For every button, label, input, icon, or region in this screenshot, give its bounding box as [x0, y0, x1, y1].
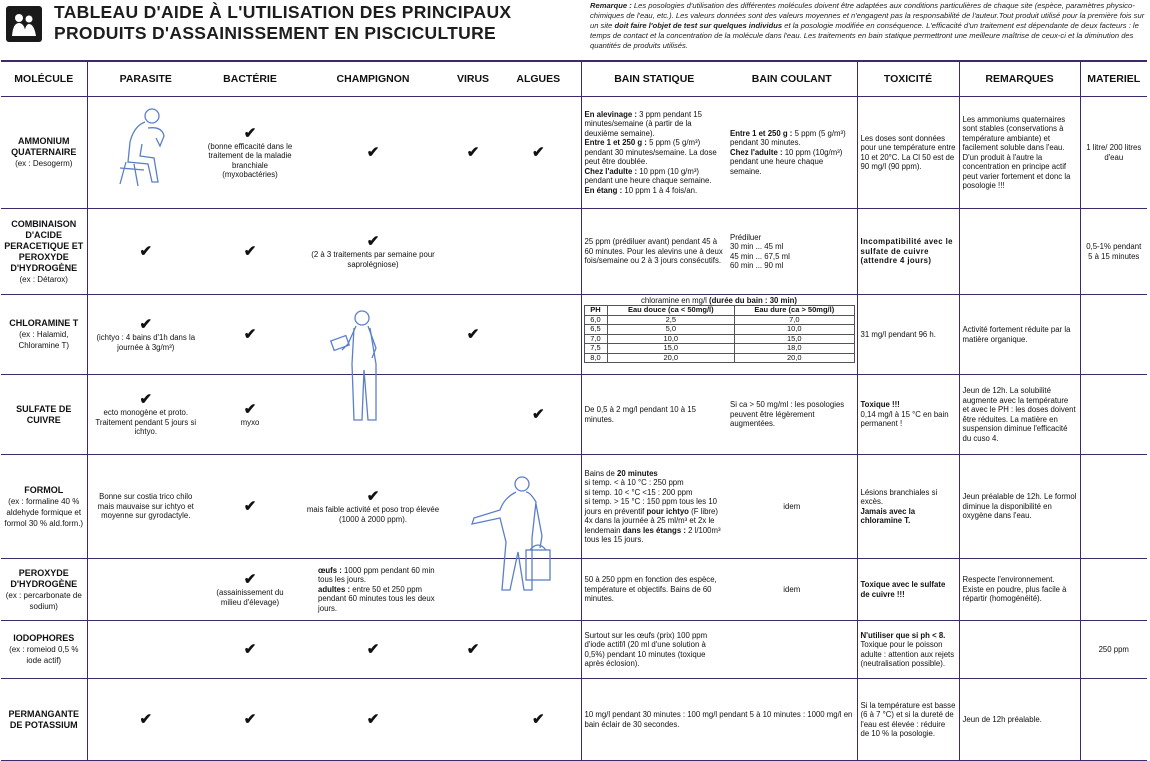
chl-cell: 7,5 — [584, 344, 607, 354]
bc-label: Chez l'adulte : — [730, 147, 783, 157]
toxicite-cell — [857, 375, 959, 455]
table-row-formol — [1, 455, 1147, 559]
check-icon: ✔ — [243, 242, 257, 260]
bs-text: si temp. < à 10 °C : 250 ppm — [584, 478, 684, 487]
check-icon: ✔ — [139, 316, 153, 333]
ch-text: 1000 ppm pendant 60 min tous les jours. — [318, 565, 435, 585]
champignon-cell — [296, 559, 450, 621]
check-icon: ✔ — [466, 325, 480, 343]
chl-cell: 7,0 — [584, 334, 607, 344]
bc-text: 10 ppm (10g/m³) pendant une heure chaque semaine. — [730, 147, 843, 176]
champignon-cell — [296, 97, 450, 209]
bs-bold: dans les étangs : — [622, 525, 686, 535]
chl-cell: 15,0 — [607, 344, 735, 354]
chl-cell: 20,0 — [607, 353, 735, 363]
remarques-cell — [959, 621, 1080, 679]
chl-cell: 5,0 — [607, 325, 735, 335]
champignon-cell — [296, 679, 450, 761]
page-title — [54, 2, 511, 44]
molecule-name: FORMOL — [24, 484, 64, 495]
parasite-cell: Bonne sur costia trico chilo mais mauvaise sur ichtyo et moyenne sur gyrodactyle. — [87, 455, 204, 559]
bacterie-cell — [204, 679, 296, 761]
bs-text: 10 ppm (10 g/m³) pendant une heure chaque semaine. — [584, 166, 712, 186]
check-icon: ✔ — [139, 391, 153, 409]
check-icon: ✔ — [366, 143, 380, 161]
chl-header-douce: Eau douce (ca < 50mg/l) — [607, 306, 735, 316]
check-icon: ✔ — [243, 497, 257, 515]
materiel-cell: 250 ppm — [1080, 621, 1147, 679]
chl-cell: 10,0 — [607, 334, 735, 344]
parasite-cell — [87, 679, 204, 761]
chl-cell: 7,0 — [735, 315, 854, 325]
check-icon: ✔ — [366, 710, 380, 728]
ch-bold: œufs : — [318, 565, 342, 575]
molecule-name: PEROXYDE D'HYDROGÈNE — [10, 567, 78, 589]
bain-coulant-cell: idem — [727, 559, 857, 621]
toxicite-cell — [857, 621, 959, 679]
algues-cell — [496, 679, 581, 761]
bacterie-cell — [204, 375, 296, 455]
table-row-peroxyde — [1, 559, 1147, 621]
materiel-cell: 0,5-1% pendant 5 à 15 minutes — [1080, 209, 1147, 295]
molecule-example: (ex : Halamid, Chloramine T) — [18, 330, 70, 350]
standing-person-clipboard-illustration — [330, 304, 394, 426]
bacterie-cell — [204, 621, 296, 679]
chl-row — [584, 334, 854, 344]
check-icon: ✔ — [139, 710, 153, 728]
virus-cell — [450, 679, 496, 761]
bc-line: Prédiluer — [730, 232, 762, 242]
champignon-cell — [296, 621, 450, 679]
champignon-cell — [296, 455, 450, 559]
chl-cell: 8,0 — [584, 353, 607, 363]
algues-cell — [496, 375, 581, 455]
parasite-cell — [87, 559, 204, 621]
check-icon: ✔ — [531, 710, 545, 728]
algues-cell — [496, 97, 581, 209]
bs-text: si temp. 10 < °C <15 : 200 ppm — [584, 487, 693, 497]
parasite-note: ecto monogène et proto. Traitement pendant 5 jours si ichtyo. — [95, 408, 197, 437]
bs-label: En étang : — [584, 185, 623, 195]
col-header-parasite: PARASITE — [87, 61, 204, 97]
remarques-cell: Jeun de 12h. La solubilité augmente avec la température et avec le PH : les doses doivent être réduites. La matière en suspension diminue l'efficacité du cuso 4. — [959, 375, 1080, 455]
header-row — [1, 61, 1147, 97]
tox-bold: N'utiliser que si ph < 8. — [860, 630, 946, 640]
check-icon: ✔ — [243, 571, 257, 588]
two-people-logo-icon — [6, 6, 42, 42]
bain-coulant-cell: Si ca > 50 mg/ml : les posologies peuvent être légèrement augmentées. — [727, 375, 857, 455]
bs-text: Bains de — [584, 468, 615, 478]
toxicite-cell: Incompatibilité avec le sulfate de cuivre (attendre 4 jours) — [857, 209, 959, 295]
remark-note — [590, 1, 1146, 51]
toxicite-cell: Si la température est basse (6 à 7 °C) et si la dureté de l'eau est élevée : réduire de 10 % la posologie. — [857, 679, 959, 761]
check-icon: ✔ — [243, 325, 257, 343]
bs-text: 10 ppm 1 à 4 fois/an. — [624, 185, 698, 195]
check-icon: ✔ — [243, 400, 257, 418]
check-icon: ✔ — [366, 233, 380, 250]
parasite-cell — [87, 209, 204, 295]
chl-cell: 6,5 — [584, 325, 607, 335]
chl-cell: 10,0 — [735, 325, 854, 335]
bc-line: 60 min ... 90 ml — [730, 261, 784, 270]
bs-text: (F libre) 4x dans la journée à 25 ml/m³ et 2x le lendemain — [584, 506, 718, 535]
ch-text: entre 50 et 250 ppm pendant 60 minutes tous les deux jours. — [318, 584, 435, 613]
molecule-cell — [1, 209, 87, 295]
molecule-cell — [1, 621, 87, 679]
check-icon: ✔ — [243, 124, 257, 142]
col-header-molecule: MOLÉCULE — [1, 61, 87, 97]
parasite-note: (ichtyo : 4 bains d'1h dans la journée à 3g/m³) — [96, 333, 196, 352]
check-icon: ✔ — [466, 143, 480, 161]
chloramine-table-title — [584, 296, 855, 305]
bain-coulant-cell — [727, 621, 857, 679]
bs-text: 2 l/100m³ tous les 15 jours. — [584, 525, 721, 544]
bacterie-cell — [204, 295, 296, 375]
chl-header-ph: PH — [584, 306, 607, 316]
remarques-cell — [959, 209, 1080, 295]
molecule-cell — [1, 375, 87, 455]
bs-text: 5 ppm (5 g/m³) pendant 30 minutes/semaine. La dose peut être doublée. — [584, 138, 717, 167]
materiel-cell — [1080, 295, 1147, 375]
note-text-1: Les posologies d'utilisation des différentes molécules doivent être adaptées aux conditions particulières de chaque site (espèce, paramètres physico-chimiques de l'eau, etc.). Les valeurs données sont des valeurs moyennes et n'engagent pas la responsabilité de l'auteur.Tout produit utilisé pour la première fois sur un site — [590, 1, 1145, 30]
bs-text: 3 ppm pendant 15 minutes/semaine (à partir de la deuxième semaine). — [584, 109, 702, 138]
col-header-virus: VIRUS — [450, 61, 496, 97]
molecule-cell — [1, 679, 87, 761]
bc-text: 5 ppm (5 g/m³) pendant 30 minutes. — [730, 128, 846, 148]
materiel-cell — [1080, 375, 1147, 455]
bc-line: 30 min ... 45 ml — [730, 242, 784, 251]
virus-cell — [450, 209, 496, 295]
note-bold: doit faire l'objet de test sur quelques individus — [614, 21, 783, 30]
molecule-name: CHLORAMINE T — [9, 318, 79, 328]
virus-cell — [450, 97, 496, 209]
toxicite-cell: Toxique avec le sulfate de cuivre !!! — [857, 559, 959, 621]
chl-row — [584, 353, 854, 363]
chl-header-row — [584, 306, 854, 316]
bain-statique-cell — [581, 97, 727, 209]
parasite-cell — [87, 295, 204, 375]
tox-text: Toxique pour le poisson adulte : attention aux rejets (neutralisation possible). — [860, 640, 955, 668]
materiel-cell — [1080, 679, 1147, 761]
molecule-example: (ex : Détarox) — [19, 274, 68, 284]
algues-cell — [496, 295, 581, 375]
col-header-bain-statique: BAIN STATIQUE — [581, 61, 727, 97]
champignon-note: (2 à 3 traitements par semaine pour saprolégniose) — [311, 250, 435, 269]
col-header-remarques: REMARQUES — [959, 61, 1080, 97]
molecule-name: PERMANGANTE DE POTASSIUM — [8, 708, 79, 730]
molecule-cell — [1, 455, 87, 559]
col-header-algues: ALGUES — [496, 61, 581, 97]
chl-row — [584, 344, 854, 354]
bain-statique-cell: Surtout sur les œufs (prix) 100 ppm d'iode actif/l (20 ml d'une solution à 0,5%) pendant 10 minutes (toxique après éclosion). — [581, 621, 727, 679]
table-title-bold: (durée du bain : 30 min) — [709, 296, 797, 305]
bs-bold: pour ichtyo — [646, 506, 689, 516]
molecule-cell — [1, 97, 87, 209]
bain-coulant-cell — [727, 97, 857, 209]
bc-label: Entre 1 et 250 g : — [730, 128, 793, 138]
algues-cell — [496, 621, 581, 679]
col-header-bain-coulant: BAIN COULANT — [727, 61, 857, 97]
col-header-bacterie: BACTÉRIE — [204, 61, 296, 97]
toxicite-cell: 31 mg/l pendant 96 h. — [857, 295, 959, 375]
parasite-cell — [87, 621, 204, 679]
col-header-champignon: CHAMPIGNON — [296, 61, 450, 97]
molecule-name: IODOPHORES — [13, 633, 75, 643]
col-header-toxicite: TOXICITÉ — [857, 61, 959, 97]
table-row-sulfate — [1, 375, 1147, 455]
note-text-2: et la posologie modifiée en conséquence. L'efficacité d'un traitement est dépendante de deux facteurs : le temps de contact et la concentration de la molécule dans l'eau. Les traitements en bain statique permettront une meilleure maîtrise de ceux-ci et la diminution des quantités de produits utilisés. — [590, 21, 1139, 50]
person-with-bucket-illustration — [470, 472, 554, 596]
chloramine-dosage-table — [584, 305, 855, 363]
tox-bold: Jamais avec la chloramine T. — [860, 506, 916, 525]
molecule-name: SULFATE DE CUIVRE — [16, 403, 72, 425]
check-icon: ✔ — [466, 640, 480, 658]
check-icon: ✔ — [366, 640, 380, 658]
materiel-cell: 1 litre/ 200 litres d'eau — [1080, 97, 1147, 209]
seated-person-illustration — [104, 100, 184, 194]
remarques-cell: Les ammoniums quaternaires sont stables (conservations à température ambiante) et facilement soluble dans l'eau. D'un produit à l'autre la concentration en principe actif peut varier fortement et donc la posologie !!! — [959, 97, 1080, 209]
tox-bold: Toxique !!! — [860, 400, 900, 410]
champignon-cell — [296, 209, 450, 295]
remarques-cell: Jeun de 12h préalable. — [959, 679, 1080, 761]
virus-cell — [450, 295, 496, 375]
title-line-2: PRODUITS D'ASSAINISSEMENT EN PISCICULTURE — [54, 23, 497, 43]
table-row-peracetique — [1, 209, 1147, 295]
virus-cell — [450, 621, 496, 679]
bacterie-cell — [204, 559, 296, 621]
remarques-cell: Respecte l'environnement. Existe en poudre, plus facile à répartir (homogénéité). — [959, 559, 1080, 621]
chl-cell: 2,5 — [607, 315, 735, 325]
ch-bold: adultes : — [318, 584, 351, 594]
bain-statique-cell: 10 mg/l pendant 30 minutes : 100 mg/l pendant 5 à 10 minutes : 1000 mg/l en bain éclair de 30 secondes. — [581, 679, 857, 761]
chl-row — [584, 315, 854, 325]
materiel-cell — [1080, 559, 1147, 621]
bs-label: Chez l'adulte : — [584, 166, 638, 176]
chl-cell: 18,0 — [735, 344, 854, 354]
bs-bold: 20 minutes — [617, 468, 658, 478]
bacterie-cell — [204, 97, 296, 209]
virus-cell — [450, 375, 496, 455]
remarques-cell: Activité fortement réduite par la matière organique. — [959, 295, 1080, 375]
toxicite-cell: Les doses sont données pour une température entre 10 et 20°C. La Cl 50 est de 90 mg/l (90 ppm). — [857, 97, 959, 209]
note-label: Remarque : — [590, 1, 632, 10]
bacterie-cell — [204, 209, 296, 295]
tox-text: Lésions branchiales si excès. — [860, 487, 938, 506]
chl-header-dure: Eau dure (ca > 50mg/l) — [735, 306, 854, 316]
molecule-example: (ex : formaline 40 % aldehyde formique et formol 30 % ald.form.) — [4, 496, 84, 528]
bacterie-note: (bonne efficacité dans le traitement de la maladie branchiale (myxobactéries) — [207, 141, 293, 179]
col-header-materiel: MATERIEL — [1080, 61, 1147, 97]
bain-statique-cell: De 0,5 à 2 mg/l pendant 10 à 15 minutes. — [581, 375, 727, 455]
check-icon: ✔ — [531, 405, 545, 423]
molecule-cell — [1, 559, 87, 621]
table-row-iodophores — [1, 621, 1147, 679]
champignon-note: mais faible activité et poso trop élevée (1000 à 2000 ppm). — [306, 505, 440, 524]
bain-statique-cell — [581, 455, 727, 559]
chl-row — [584, 325, 854, 335]
check-icon: ✔ — [243, 640, 257, 658]
page-header — [0, 0, 1150, 58]
chl-cell: 6,0 — [584, 315, 607, 325]
bain-statique-cell: 50 à 250 ppm en fonction des espèce, température et objectifs. Bains de 60 minutes. — [581, 559, 727, 621]
bain-coulant-cell — [727, 209, 857, 295]
bain-statique-cell: 25 ppm (prédiluer avant) pendant 45 à 60 minutes. Pour les alevins une à deux fois/semaine ou 2 à 3 jours consécutifs. — [581, 209, 727, 295]
check-icon: ✔ — [366, 488, 380, 505]
chloramine-dosage-cell — [581, 295, 857, 375]
molecule-example: (ex : romeiod 0,5 % iode actif) — [9, 645, 79, 665]
chl-cell: 15,0 — [735, 334, 854, 344]
tox-text: 0,14 mg/l à 15 °C en bain permanent ! — [860, 409, 949, 429]
title-line-1: TABLEAU D'AIDE À L'UTILISATION DES PRINCIPAUX — [54, 2, 512, 22]
check-icon: ✔ — [531, 143, 545, 161]
bain-coulant-cell: idem — [727, 455, 857, 559]
bs-label: Entre 1 et 250 g : — [584, 138, 647, 148]
chl-cell: 20,0 — [735, 353, 854, 363]
bacterie-note: (assainissement du milieu d'élevage) — [216, 588, 284, 607]
bacterie-note: myxo — [240, 417, 260, 427]
molecule-name: COMBINAISON D'ACIDE PERACETIQUE ET PEROXYDE D'HYDROGÈNE — [4, 218, 84, 273]
table-row-permanganate — [1, 679, 1147, 761]
algues-cell — [496, 209, 581, 295]
molecule-cell — [1, 295, 87, 375]
molecule-example: (ex : percarbonate de sodium) — [5, 590, 82, 611]
parasite-cell — [87, 375, 204, 455]
molecule-example: (ex : Desogerm) — [15, 159, 73, 168]
bacterie-cell — [204, 455, 296, 559]
check-icon: ✔ — [139, 242, 153, 260]
toxicite-cell — [857, 455, 959, 559]
bs-label: En alevinage : — [584, 109, 637, 119]
table-row-chloramine — [1, 295, 1147, 375]
remarques-cell: Jeun préalable de 12h. Le formol diminue la disponibilité en oxygène dans l'eau. — [959, 455, 1080, 559]
bs-text: si temp. > 15 °C : 150 ppm tous les 10 jours en préventif — [584, 497, 717, 516]
check-icon: ✔ — [243, 710, 257, 728]
bc-line: 45 min ... 67,5 ml — [730, 251, 790, 261]
table-title-text: chloramine en mg/l — [641, 296, 707, 305]
materiel-cell — [1080, 455, 1147, 559]
molecule-name: AMMONIUM QUATERNAIRE — [11, 136, 77, 157]
